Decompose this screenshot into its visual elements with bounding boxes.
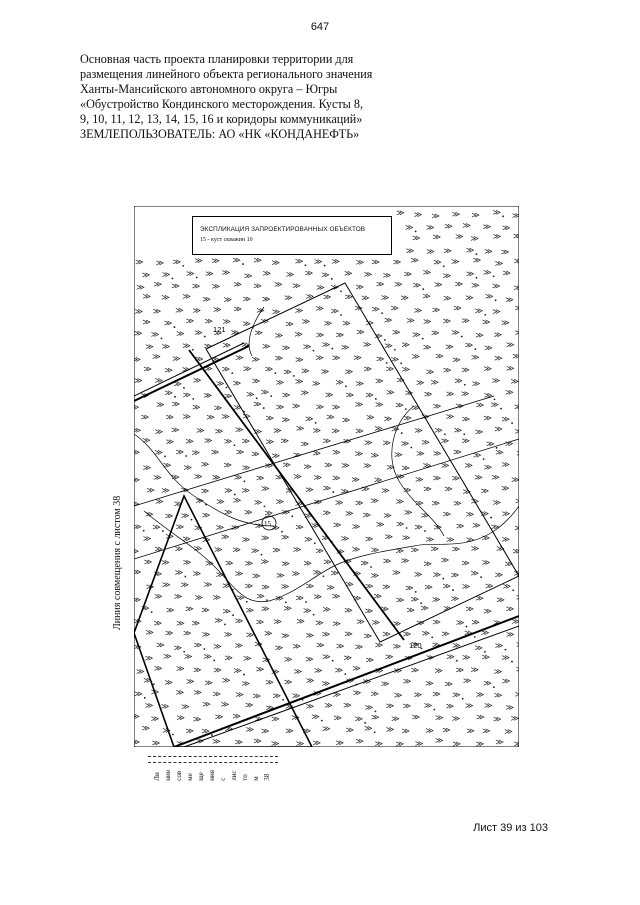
survey-dot xyxy=(244,480,246,482)
survey-dot xyxy=(490,517,492,519)
survey-dot xyxy=(345,385,347,387)
survey-dot xyxy=(161,338,163,340)
caption-fragment: ще xyxy=(197,772,205,781)
marker-15-label: 15 xyxy=(264,520,271,528)
survey-dot xyxy=(331,278,333,280)
legend-item: 15 - куст скважин 10 xyxy=(200,237,253,243)
survey-dot xyxy=(323,575,325,577)
survey-dot xyxy=(211,734,213,736)
survey-dot xyxy=(483,458,485,460)
survey-dot xyxy=(496,447,498,449)
caption-fragment: Ли xyxy=(153,772,161,781)
survey-dot xyxy=(512,589,514,591)
survey-dot xyxy=(183,651,185,653)
survey-dot xyxy=(464,384,466,386)
survey-dot xyxy=(505,649,507,651)
survey-dot xyxy=(291,515,293,517)
caption-fragment: ния xyxy=(208,770,216,781)
survey-dot xyxy=(246,601,248,603)
survey-dot xyxy=(232,614,234,616)
survey-dot xyxy=(420,602,422,604)
survey-dot xyxy=(415,591,417,593)
survey-dot xyxy=(185,455,187,457)
survey-dot xyxy=(282,699,284,701)
header-line: размещения линейного объекта регионального значения xyxy=(80,67,373,81)
point-121-label: 121 xyxy=(213,325,226,334)
survey-dot xyxy=(324,265,326,267)
survey-dot xyxy=(422,338,424,340)
survey-dot xyxy=(264,506,266,508)
survey-dot xyxy=(433,709,435,711)
header-line: 9, 10, 11, 12, 13, 14, 15, 16 и коридоры коммуникаций» xyxy=(80,112,363,126)
survey-dot xyxy=(422,288,424,290)
survey-dot xyxy=(443,265,445,267)
survey-dot xyxy=(274,372,276,374)
survey-dot xyxy=(224,624,226,626)
survey-dot xyxy=(410,447,412,449)
survey-dot xyxy=(493,686,495,688)
survey-dot xyxy=(452,589,454,591)
survey-dot xyxy=(405,408,407,410)
survey-dot xyxy=(203,648,205,650)
survey-dot xyxy=(172,734,174,736)
header-line: Ханты-Мансийского автономного округа – Югры xyxy=(80,82,338,96)
survey-dot xyxy=(143,530,145,532)
survey-dot xyxy=(484,314,486,316)
side-caption: Линия совмещения с листом 38 xyxy=(112,495,123,630)
survey-dot xyxy=(285,601,287,603)
survey-dot xyxy=(474,348,476,350)
survey-dot xyxy=(261,554,263,556)
survey-dot xyxy=(331,348,333,350)
survey-dot xyxy=(182,265,184,267)
survey-dot xyxy=(305,601,307,603)
survey-dot xyxy=(204,336,206,338)
survey-dot xyxy=(401,432,403,434)
survey-dot xyxy=(315,422,317,424)
map-border xyxy=(134,206,519,747)
survey-dot xyxy=(476,253,478,255)
survey-dot xyxy=(191,519,193,521)
survey-dot xyxy=(463,433,465,435)
survey-dot xyxy=(476,277,478,279)
survey-dot xyxy=(263,407,265,409)
survey-dot xyxy=(444,433,446,435)
survey-dot xyxy=(386,362,388,364)
survey-dot xyxy=(314,542,316,544)
survey-dot xyxy=(374,711,376,713)
dashed-line xyxy=(148,756,278,757)
header-line: «Обустройство Кондинского месторождения. Кусты 8, xyxy=(80,97,364,111)
header-line: ЗЕМЛЕПОЛЬЗОВАТЕЛЬ: АО «НК «КОНДАНЕФТЬ» xyxy=(80,127,360,141)
survey-dot xyxy=(511,661,513,663)
survey-dot xyxy=(384,339,386,341)
survey-dot xyxy=(500,408,502,410)
survey-dot xyxy=(196,277,198,279)
survey-dot xyxy=(270,395,272,397)
dashed-line xyxy=(148,762,278,763)
survey-dot xyxy=(192,398,194,400)
survey-dot xyxy=(144,697,146,699)
survey-dot xyxy=(305,264,307,266)
survey-dot xyxy=(466,626,468,628)
survey-dot xyxy=(183,387,185,389)
legend-title: ЭКСПЛИКАЦИЯ ЗАПРОЕКТИРОВАННЫХ ОБЪЕКТОВ xyxy=(200,226,366,233)
survey-dot xyxy=(234,444,236,446)
caption-fragment: ме xyxy=(186,773,194,781)
survey-dot xyxy=(171,278,173,280)
map-frame xyxy=(134,206,519,747)
survey-dot xyxy=(400,362,402,364)
survey-dot xyxy=(293,375,295,377)
survey-dot xyxy=(370,566,372,568)
caption-fragment: сов xyxy=(175,770,183,781)
survey-dot xyxy=(226,387,228,389)
survey-dot xyxy=(164,456,166,458)
caption-fragment: 38 xyxy=(263,773,271,781)
survey-dot xyxy=(340,314,342,316)
survey-dot xyxy=(442,578,444,580)
point-120-label: 120 xyxy=(409,641,422,650)
survey-dot xyxy=(321,720,323,722)
survey-dot xyxy=(474,636,476,638)
survey-dot xyxy=(151,611,153,613)
survey-dot xyxy=(242,263,244,265)
survey-dot xyxy=(256,397,258,399)
survey-dot xyxy=(174,396,176,398)
survey-dot xyxy=(162,530,164,532)
caption-fragment: ния xyxy=(164,770,172,781)
survey-dot xyxy=(494,398,496,400)
survey-dot xyxy=(213,660,215,662)
survey-dot xyxy=(375,398,377,400)
survey-dot xyxy=(511,422,513,424)
page-number: 647 xyxy=(310,21,330,33)
survey-dot xyxy=(381,312,383,314)
survey-dot xyxy=(406,527,408,529)
survey-dot xyxy=(184,576,186,578)
bottom-caption xyxy=(148,756,278,796)
caption-fragment: с xyxy=(219,777,227,781)
survey-dot xyxy=(281,531,283,533)
survey-dot xyxy=(480,576,482,578)
survey-dot xyxy=(431,636,433,638)
survey-dot xyxy=(493,275,495,277)
survey-dot xyxy=(461,336,463,338)
survey-dot xyxy=(153,683,155,685)
bottom-caption-letters xyxy=(153,770,274,781)
survey-dot xyxy=(231,372,233,374)
survey-dot xyxy=(484,651,486,653)
survey-dot xyxy=(340,290,342,292)
survey-dot xyxy=(174,326,176,328)
survey-dot xyxy=(364,722,366,724)
survey-dot xyxy=(502,215,504,217)
document-header xyxy=(80,52,400,142)
survey-dot xyxy=(313,614,315,616)
sheet-counter: Лист 39 из 103 xyxy=(473,822,548,834)
survey-dot xyxy=(424,530,426,532)
survey-dot xyxy=(192,349,194,351)
header-line: Основная часть проекта планировки территории для xyxy=(80,52,354,66)
survey-dot xyxy=(462,698,464,700)
survey-dot xyxy=(456,660,458,662)
survey-dot xyxy=(374,731,376,733)
survey-dot xyxy=(415,231,417,233)
survey-dot xyxy=(266,599,268,601)
survey-dot xyxy=(344,673,346,675)
caption-fragment: то xyxy=(241,774,249,781)
caption-fragment: м xyxy=(252,776,260,781)
survey-dot xyxy=(332,660,334,662)
survey-dot xyxy=(234,494,236,496)
caption-fragment: лис xyxy=(230,770,238,781)
survey-dot xyxy=(313,350,315,352)
survey-dot xyxy=(394,349,396,351)
survey-dot xyxy=(243,674,245,676)
legend-box xyxy=(192,216,392,255)
survey-dot xyxy=(332,491,334,493)
survey-dot xyxy=(495,299,497,301)
survey-map xyxy=(134,206,519,747)
